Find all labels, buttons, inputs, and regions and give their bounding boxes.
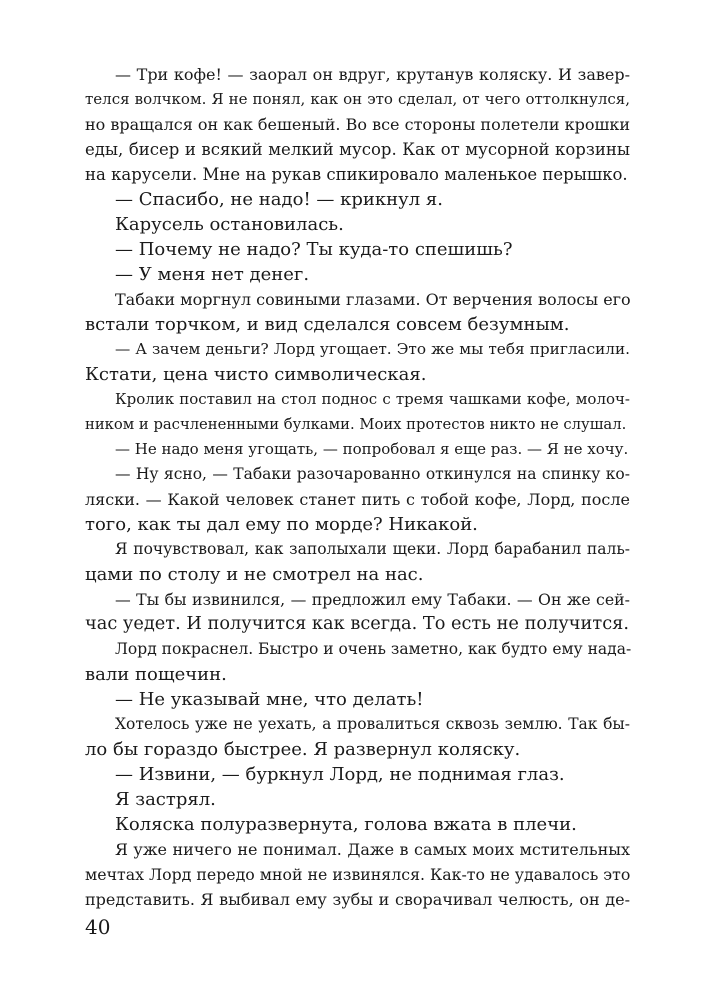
text-line: того, как ты дал ему по морде? Никакой. xyxy=(85,514,478,535)
text-line: ляски. — Какой человек станет пить с тобой кофе, Лорд, после xyxy=(85,490,630,509)
text-line: ло бы гораздо быстрее. Я развернул коляску. xyxy=(85,739,521,760)
text-line: но вращался он как бешеный. Во все стороны полетели крошки xyxy=(85,115,630,134)
text-line: — Ты бы извинился, — предложил ему Табаки. — Он же сей- xyxy=(115,590,630,609)
text-line: Кролик поставил на стол поднос с тремя чашками кофе, молоч- xyxy=(115,390,630,408)
text-line: час уедет. И получится как всегда. То есть не получится. xyxy=(85,614,629,634)
text-line: — У меня нет денег. xyxy=(115,264,310,285)
text-line: — Извини, — буркнул Лорд, не поднимая глаз. xyxy=(115,764,565,785)
text-line: Хотелось уже не уехать, а провалиться сквозь землю. Так бы- xyxy=(115,715,630,733)
text-line: встали торчком, и вид сделался совсем безумным. xyxy=(85,314,570,335)
text-line: мечтах Лорд передо мной не извинялся. Как-то не удавалось это xyxy=(85,865,631,884)
text-line: — Три кофе! — заорал он вдруг, крутанув коляску. И завер- xyxy=(115,65,630,84)
text-line: — Не надо меня угощать, — попробовал я еще раз. — Я не хочу. xyxy=(115,440,629,458)
text-line: Табаки моргнул совиными глазами. От верчения волосы его xyxy=(115,290,631,309)
text-line: представить. Я выбивал ему зубы и сворачивал челюсть, он де- xyxy=(85,890,630,909)
text-line: телся волчком. Я не понял, как он это сделал, от чего оттолкнулся, xyxy=(85,90,630,108)
text-line: Я почувствовал, как заполыхали щеки. Лорд барабанил паль- xyxy=(115,540,630,558)
text-line: Кстати, цена чисто символическая. xyxy=(85,364,427,385)
text-line: Я уже ничего не понимал. Даже в самых моих мстительных xyxy=(115,840,630,859)
text-line: вали пощечин. xyxy=(85,664,227,685)
text-line: — Почему не надо? Ты куда-то спешишь? xyxy=(115,239,513,260)
text-line: Я застрял. xyxy=(115,789,216,810)
text-line: Карусель остановилась. xyxy=(115,214,344,235)
body-text xyxy=(85,62,630,912)
text-line: — Не указывай мне, что делать! xyxy=(115,689,424,710)
text-line: Коляска полуразвернута, голова вжата в плечи. xyxy=(115,814,577,835)
text-line: — А зачем деньги? Лорд угощает. Это же мы тебя пригласили. xyxy=(115,340,630,358)
text-line: цами по столу и не смотрел на нас. xyxy=(85,564,424,585)
text-line: ником и расчлененными булками. Моих протестов никто не слушал. xyxy=(85,416,627,433)
text-line: Лорд покраснел. Быстро и очень заметно, как будто ему нада- xyxy=(115,640,632,658)
page-number: 40 xyxy=(85,915,111,939)
text-line: — Спасибо, не надо! — крикнул я. xyxy=(115,189,443,210)
text-line: на карусели. Мне на рукав спикировало маленькое перышко. xyxy=(85,165,628,184)
text-line: еды, бисер и всякий мелкий мусор. Как от мусорной корзины xyxy=(85,140,630,159)
text-line: — Ну ясно, — Табаки разочарованно откинулся на спинку ко- xyxy=(115,465,630,483)
